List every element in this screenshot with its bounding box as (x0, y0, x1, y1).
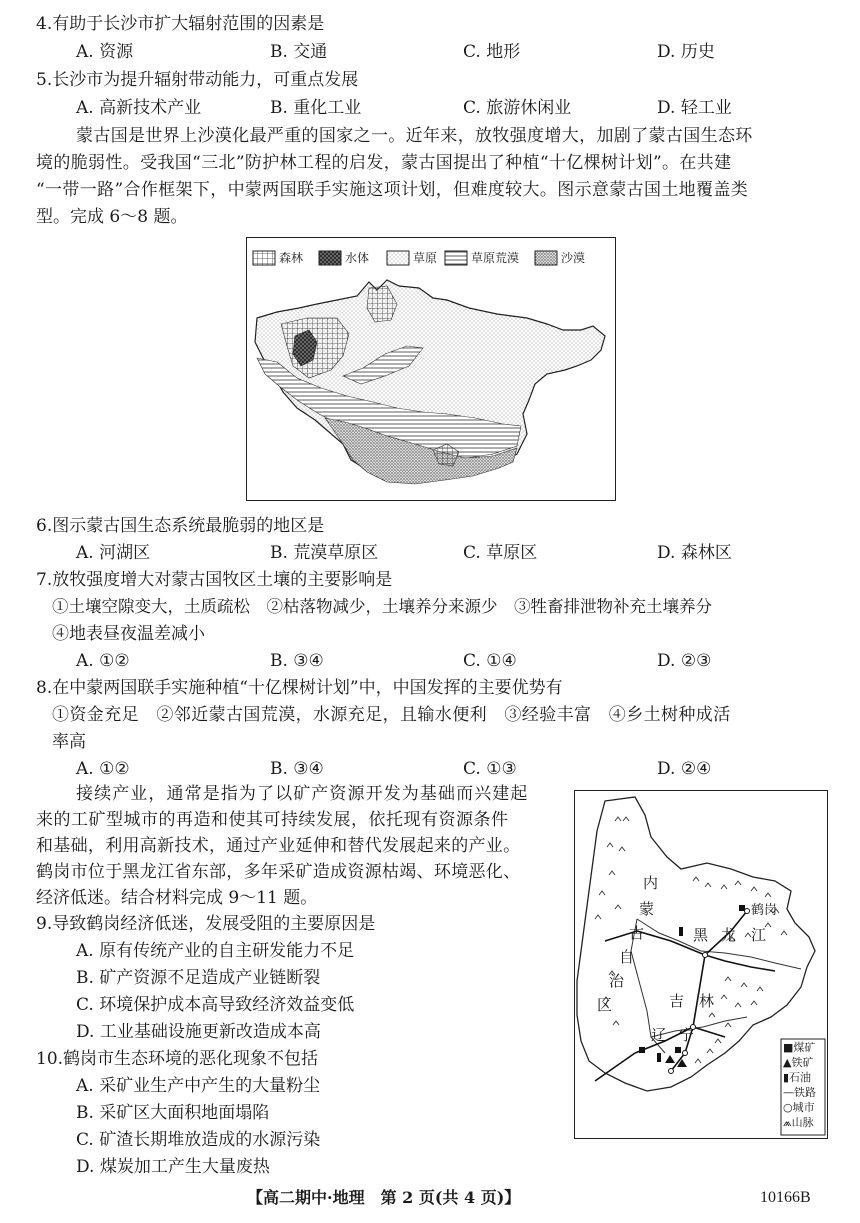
iron-mine-anshan (665, 1055, 675, 1063)
legend-desert-swatch (535, 251, 557, 265)
legend-forest-swatch (253, 251, 275, 265)
q4-option-b: B. 交通 (270, 42, 328, 62)
q8-item-line1: ①资金充足 ②邻近蒙古国荒漠，水源充足，且输水便利 ③经验丰富 ④乡土树种成活 (52, 705, 731, 725)
q7-stem: 7.放牧强度增大对蒙古国牧区土壤的主要影响是 (36, 570, 393, 590)
city-anshan (669, 1069, 674, 1074)
q8-option-c: C. ①③ (463, 759, 517, 779)
q10-option-d: D. 煤炭加工产生大量废热 (76, 1157, 270, 1177)
q7-item-line2: ④地表昼夜温差减小 (52, 624, 205, 644)
label-gu: 古 (629, 924, 645, 942)
city-shenyang (683, 1051, 688, 1056)
legend-steppe-desert-swatch (445, 251, 467, 265)
passage1-line1: 蒙古国是世界上沙漠化最严重的国家之一。近年来，放牧强度增大，加剧了蒙古国生态环 (76, 126, 753, 146)
q6-stem: 6.图示蒙古国生态系统最脆弱的地区是 (36, 516, 325, 536)
label-lin: 林 (699, 992, 715, 1010)
map2-legend-mountain: ⩕山脉 (783, 1116, 814, 1129)
passage2-line2: 来的工矿型城市的再造和使其可持续发展，依托现有资源条件 (36, 810, 509, 830)
q10-stem: 10.鹤岗市生态环境的恶化现象不包括 (36, 1049, 319, 1069)
passage1-line2: 境的脆弱性。受我国“三北”防护林工程的启发，蒙古国提出了种植“十亿棵树计划”。在共建 (36, 153, 732, 173)
q5-option-b: B. 重化工业 (270, 98, 362, 118)
q4-option-d: D. 历史 (657, 42, 715, 62)
label-liao: 辽 (651, 1026, 667, 1044)
mongolia-land-cover-map (246, 237, 616, 501)
legend-steppe-desert-label: 草原荒漠 (471, 251, 520, 265)
label-jiang: 江 (751, 926, 767, 944)
railway-west (595, 1053, 635, 1081)
legend-water-label: 水体 (345, 251, 370, 265)
city-harbin (703, 953, 708, 958)
passage2-line4: 鹤岗市位于黑龙江省东部，多年采矿造成资源枯竭、环境恶化、 (36, 862, 521, 882)
q8-option-a: A. ①② (76, 759, 130, 779)
legend-grassland-label: 草原 (413, 251, 438, 265)
legend-water-swatch (319, 251, 341, 265)
page-footer-code: 10166B (760, 1189, 811, 1206)
q7-option-d: D. ②③ (657, 651, 712, 671)
label-zhi: 治 (609, 972, 625, 990)
q4-option-a: A. 资源 (76, 42, 134, 62)
boundary-heilongjiang-jilin (637, 919, 801, 969)
legend-desert-label: 沙漠 (561, 251, 586, 265)
label-meng: 蒙 (639, 900, 655, 918)
passage1-line4: 型。完成 6～8 题。 (36, 207, 188, 227)
q7-item-line1: ①土壤空隙变大，土质疏松 ②枯落物减少，土壤养分来源少 ③牲畜排泄物补充土壤养分 (52, 597, 712, 616)
q6-option-d: D. 森林区 (657, 543, 732, 563)
map2-legend-railway: —铁路 (783, 1086, 816, 1099)
q9-option-b: B. 矿产资源不足造成产业链断裂 (76, 968, 321, 988)
q7-option-c: C. ①④ (463, 651, 517, 671)
q5-option-a: A. 高新技术产业 (76, 98, 202, 118)
region-outline (577, 797, 815, 1091)
railway-jingha (671, 955, 705, 1071)
city-hegang-dot (745, 909, 750, 914)
q6-option-b: B. 荒漠草原区 (270, 543, 379, 563)
label-hei: 黑 (693, 926, 709, 944)
passage2-line1: 接续产业，通常是指为了以矿产资源开发为基础而兴建起 (76, 784, 529, 804)
passage1-line3: “一带一路”合作框架下，中蒙两国联手实施这项计划，但难度较大。图示意蒙古国土地覆盖类 (36, 180, 749, 200)
northeast-china-map (574, 790, 828, 1139)
map2-legend-iron: ▲铁矿 (783, 1056, 814, 1069)
q4-stem: 4.有助于长沙市扩大辐射范围的因素是 (36, 14, 325, 34)
q8-stem: 8.在中蒙两国联手实施种植“十亿棵树计划”中，中国发挥的主要优势有 (36, 678, 563, 698)
label-qu: 区 (597, 996, 613, 1014)
q9-option-a: A. 原有传统产业的自主研发能力不足 (76, 941, 355, 961)
q6-option-c: C. 草原区 (463, 543, 538, 563)
q8-item-line2: 率高 (52, 732, 86, 752)
label-zi: 自 (619, 948, 635, 966)
map2-legend-oil: ▮石油 (783, 1071, 812, 1084)
oil-daqing (679, 927, 683, 936)
q10-option-a: A. 采矿业生产中产生的大量粉尘 (76, 1076, 321, 1096)
label-ji: 吉 (669, 992, 685, 1010)
q4-option-c: C. 地形 (463, 42, 521, 62)
mongolia-map-svg (247, 238, 615, 500)
q7-option-b: B. ③④ (270, 651, 324, 671)
coal-mine-fushun (675, 1047, 681, 1053)
q8-option-d: D. ②④ (657, 759, 712, 779)
label-ning: 宁 (679, 1026, 695, 1044)
q5-option-c: C. 旅游休闲业 (463, 98, 572, 118)
q10-option-b: B. 采矿区大面积地面塌陷 (76, 1103, 270, 1123)
q5-option-d: D. 轻工业 (657, 98, 732, 118)
q5-stem: 5.长沙市为提升辐射带动能力，可重点发展 (36, 70, 359, 90)
coal-mine-hegang (739, 905, 745, 911)
legend-forest-label: 森林 (279, 251, 304, 265)
q9-stem: 9.导致鹤岗经济低迷，发展受阻的主要原因是 (36, 914, 376, 934)
oil-liaohe (657, 1053, 661, 1062)
q7-option-a: A. ①② (76, 651, 130, 671)
map2-legend-coal: ■煤矿 (783, 1041, 816, 1054)
page-footer-title: 【高二期中·地理 第 2 页(共 4 页)】 (247, 1188, 521, 1207)
map2-legend-city: ○城市 (783, 1101, 815, 1114)
q6-option-a: A. 河湖区 (76, 543, 151, 563)
q10-option-c: C. 矿渣长期堆放造成的水源污染 (76, 1130, 321, 1150)
label-hegang: 鹤岗 (751, 903, 778, 918)
q9-option-c: C. 环境保护成本高导致经济效益变低 (76, 995, 355, 1015)
q8-option-b: B. ③④ (270, 759, 324, 779)
passage2-line5: 经济低迷。结合材料完成 9～11 题。 (36, 888, 318, 908)
q9-option-d: D. 工业基础设施更新改造成本高 (76, 1022, 321, 1042)
label-nei: 内 (643, 874, 659, 892)
coal-mine-fuxin (639, 1047, 645, 1053)
legend-grassland-swatch (387, 251, 409, 265)
label-long: 龙 (721, 926, 737, 944)
passage2-line3: 和基础，利用高新技术，通过产业延伸和替代发展起来的产业。 (36, 836, 521, 856)
